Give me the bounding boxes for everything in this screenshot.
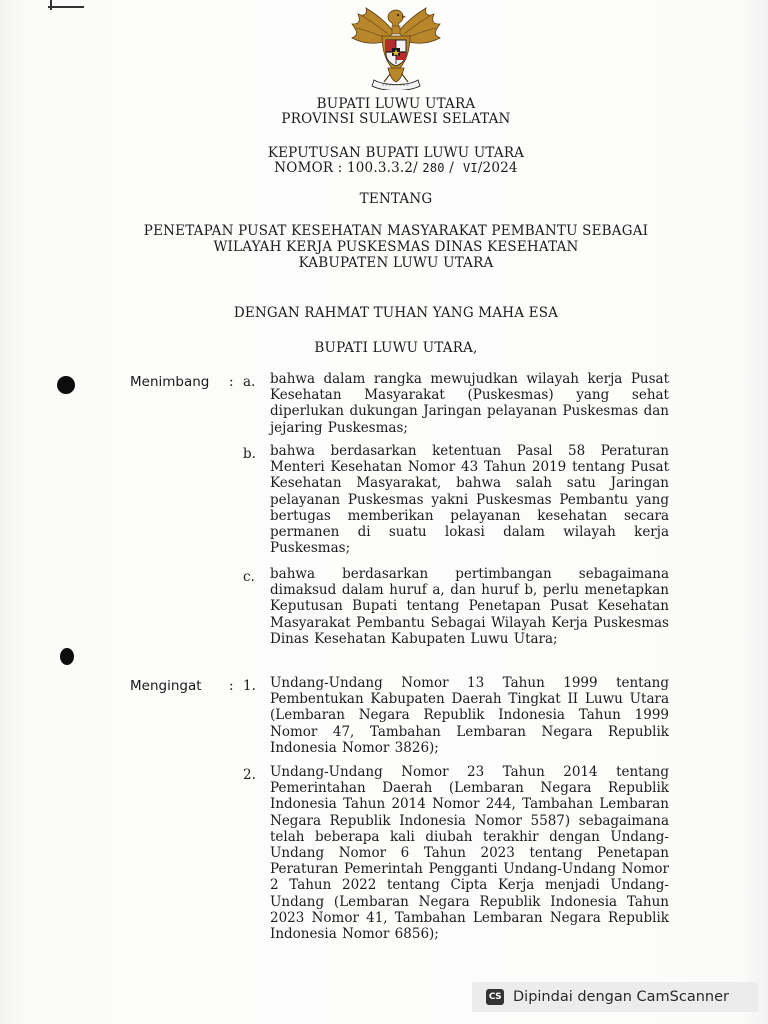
issuer-title: BUPATI LUWU UTARA xyxy=(316,96,476,112)
mengingat-label: Mengingat xyxy=(130,678,202,694)
province-title: PROVINSI SULAWESI SELATAN xyxy=(281,111,511,127)
mengingat-item-mark: 1. xyxy=(243,678,256,694)
decree-number xyxy=(12,160,768,176)
tentang-heading: TENTANG xyxy=(359,191,433,207)
menimbang-item-mark: b. xyxy=(243,446,256,462)
punch-hole xyxy=(57,376,75,394)
camscanner-logo-icon: CS xyxy=(486,989,504,1005)
mengingat-colon: : xyxy=(229,678,234,694)
menimbang-item-text: bahwa berdasarkan pertimbangan sebagaimana dimaksud dalam huruf a, dan huruf b, perlu menetapkan Keputusan Bupati tentang Penetapan Pusat Kesehatan Masyarakat Pembantu Sebagai Wilayah Kerja Puskesmas Dinas Kesehatan Kabupaten Luwu Utara; xyxy=(270,566,669,647)
issuer-signature-heading: BUPATI LUWU UTARA, xyxy=(314,340,478,356)
camscanner-watermark xyxy=(472,982,758,1012)
decree-title: KEPUTUSAN BUPATI LUWU UTARA xyxy=(267,145,525,161)
menimbang-label: Menimbang xyxy=(130,374,210,390)
decree-number-filled: 280 xyxy=(422,161,445,175)
subject-line-2: WILAYAH KERJA PUSKESMAS DINAS KESEHATAN xyxy=(213,239,579,255)
menimbang-item-text: bahwa berdasarkan ketentuan Pasal 58 Peraturan Menteri Kesehatan Nomor 43 Tahun 2019 tentang Pusat Kesehatan Masyarakat, bahwa salah satu Jaringan pelayanan Puskesmas yakni Puskesmas Pembantu yang bertugas memberikan pelayanan kesehatan secara permanen di suatu lokasi dalam wilayah kerja Puskesmas; xyxy=(270,443,669,557)
decree-number-year: /2024 xyxy=(477,160,518,176)
menimbang-item-mark: c. xyxy=(243,569,255,585)
camscanner-text: Dipindai dengan CamScanner xyxy=(513,989,730,1005)
subject-line-3: KABUPATEN LUWU UTARA xyxy=(298,255,494,271)
menimbang-colon: : xyxy=(229,374,234,390)
pen-mark-vertical xyxy=(50,0,52,10)
invocation: DENGAN RAHMAT TUHAN YANG MAHA ESA xyxy=(233,305,559,321)
decree-number-prefix: NOMOR : 100.3.3.2/ xyxy=(274,160,418,176)
punch-hole xyxy=(60,648,74,665)
garuda-emblem-icon xyxy=(348,2,444,90)
mengingat-item-text: Undang-Undang Nomor 23 Tahun 2014 tentang Pemerintahan Daerah (Lembaran Negara Republik Indonesia Tahun 2014 Nomor 244, Tambahan Lembaran Negara Republik Indonesia Nomor 5587) sebagaimana telah beberapa kali diubah terakhir dengan Undang-Undang Nomor 6 Tahun 2023 tentang Penetapan Peraturan Pemerintah Pengganti Undang-Undang Nomor 2 Tahun 2022 tentang Cipta Kerja menjadi Undang-Undang (Lembaran Negara Republik Indonesia Tahun 2023 Nomor 41, Tambahan Lembaran Negara Republik Indonesia Nomor 6856); xyxy=(270,764,669,943)
menimbang-item-text: bahwa dalam rangka mewujudkan wilayah kerja Pusat Kesehatan Masyarakat (Puskesmas) yang sehat diperlukan dukungan Jaringan pelayanan Puskesmas dan jejaring Puskesmas; xyxy=(270,371,669,436)
decree-number-sep: / xyxy=(449,160,454,176)
pen-mark xyxy=(48,6,84,8)
menimbang-item-mark: a. xyxy=(243,374,256,390)
subject-line-1: PENETAPAN PUSAT KESEHATAN MASYARAKAT PEMBANTU SEBAGAI xyxy=(143,223,649,239)
mengingat-item-mark: 2. xyxy=(243,767,256,783)
decree-number-month: VI xyxy=(462,161,478,175)
mengingat-item-text: Undang-Undang Nomor 13 Tahun 1999 tentang Pembentukan Kabupaten Daerah Tingkat II Luwu Utara (Lembaran Negara Republik Indonesia Tahun 1999 Nomor 47, Tambahan Lembaran Negara Republik Indonesia Nomor 3826); xyxy=(270,675,669,756)
